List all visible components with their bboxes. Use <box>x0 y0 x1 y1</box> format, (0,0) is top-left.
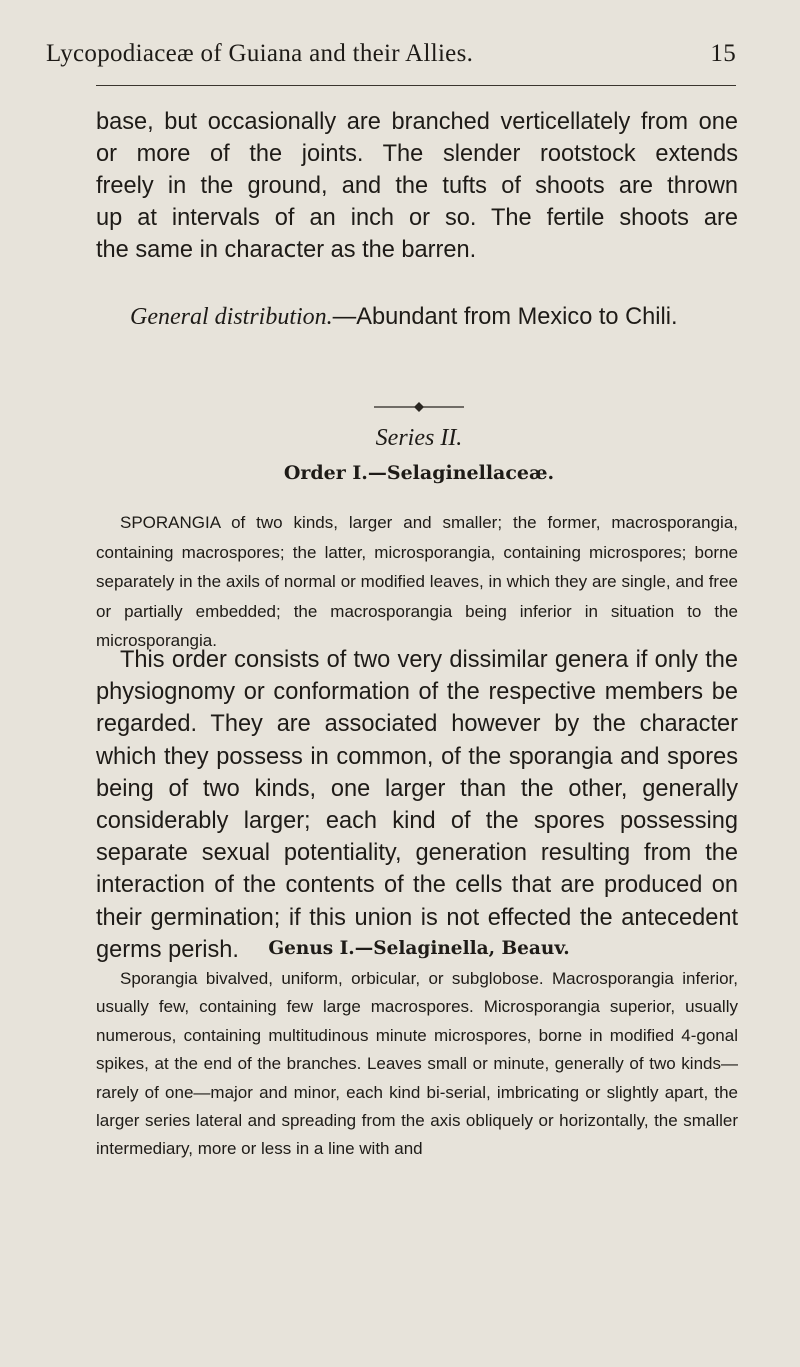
order-paragraph: This order consists of two very dissimilar genera if only the physiognomy or conformation of the respective members be regarded. They are associated however by the character which they possess in common, of the sporangia and spores being of two kinds, one larger than the other, generally considerably larger; each kind of the spores possessing separate sexual potentiality, generation resulting from the interaction of the contents of the cells that are produced on their germination; if this union is not effected the antecedent germs perish. <box>96 647 738 963</box>
order-heading: Order I.—Selaginellaceæ. <box>283 462 555 484</box>
header-rule <box>96 85 736 86</box>
text-line: freely in the ground, and the tufts of shoots are thrown <box>96 173 738 199</box>
section-divider-ornament <box>374 401 464 413</box>
distribution-label: General distribution. <box>130 304 333 330</box>
distribution-text: —Abundant from Mexico to Chili. <box>332 304 678 330</box>
running-header <box>46 40 736 68</box>
text-line: base, but occasionally are branched verticellately from one <box>96 109 738 135</box>
text-line: or more of the joints. The slender rootstock extends <box>96 141 738 167</box>
distribution-paragraph <box>96 301 738 333</box>
running-title: Lycopodiaceæ of Guiana and their Allies. <box>46 40 474 67</box>
genus-heading: Genus I.—Selaginella, Beauv. <box>268 938 570 959</box>
text-line: the same in charaⅽter as the barren. <box>96 237 477 263</box>
text-line: up at intervals of an inch or so. The fertile shoots are <box>96 205 738 231</box>
paragraph-continued <box>96 106 738 266</box>
page-number: 15 <box>710 40 736 67</box>
genus-description: Sporangia bivalved, uniform, orbicular, or subglobose. Macrosporangia inferior, usually few, containing few large macrospores. Microsporangia superior, usually numerous, containing multitudinous minute microspores, borne in modified 4-gonal spikes, at the end of the branches. Leaves small or minute, generally of two kinds—rarely of one—major and minor, each kind bi-serial, imbricating or slightly apart, the larger series lateral and spreading from the axis obliquely or horizontally, the smaller intermediary, more or less in a line with and <box>96 969 738 1159</box>
order-description: SPORANGIA of two kinds, larger and smaller; the former, macrosporangia, containing macrospores; the latter, microsporangia, containing microspores; borne separately in the axils of normal or modified leaves, in which they are single, and free or partially embedded; the macrosporangia being inferior in situation to the microsporangia. <box>96 513 738 650</box>
series-heading: Series II. <box>375 425 463 451</box>
